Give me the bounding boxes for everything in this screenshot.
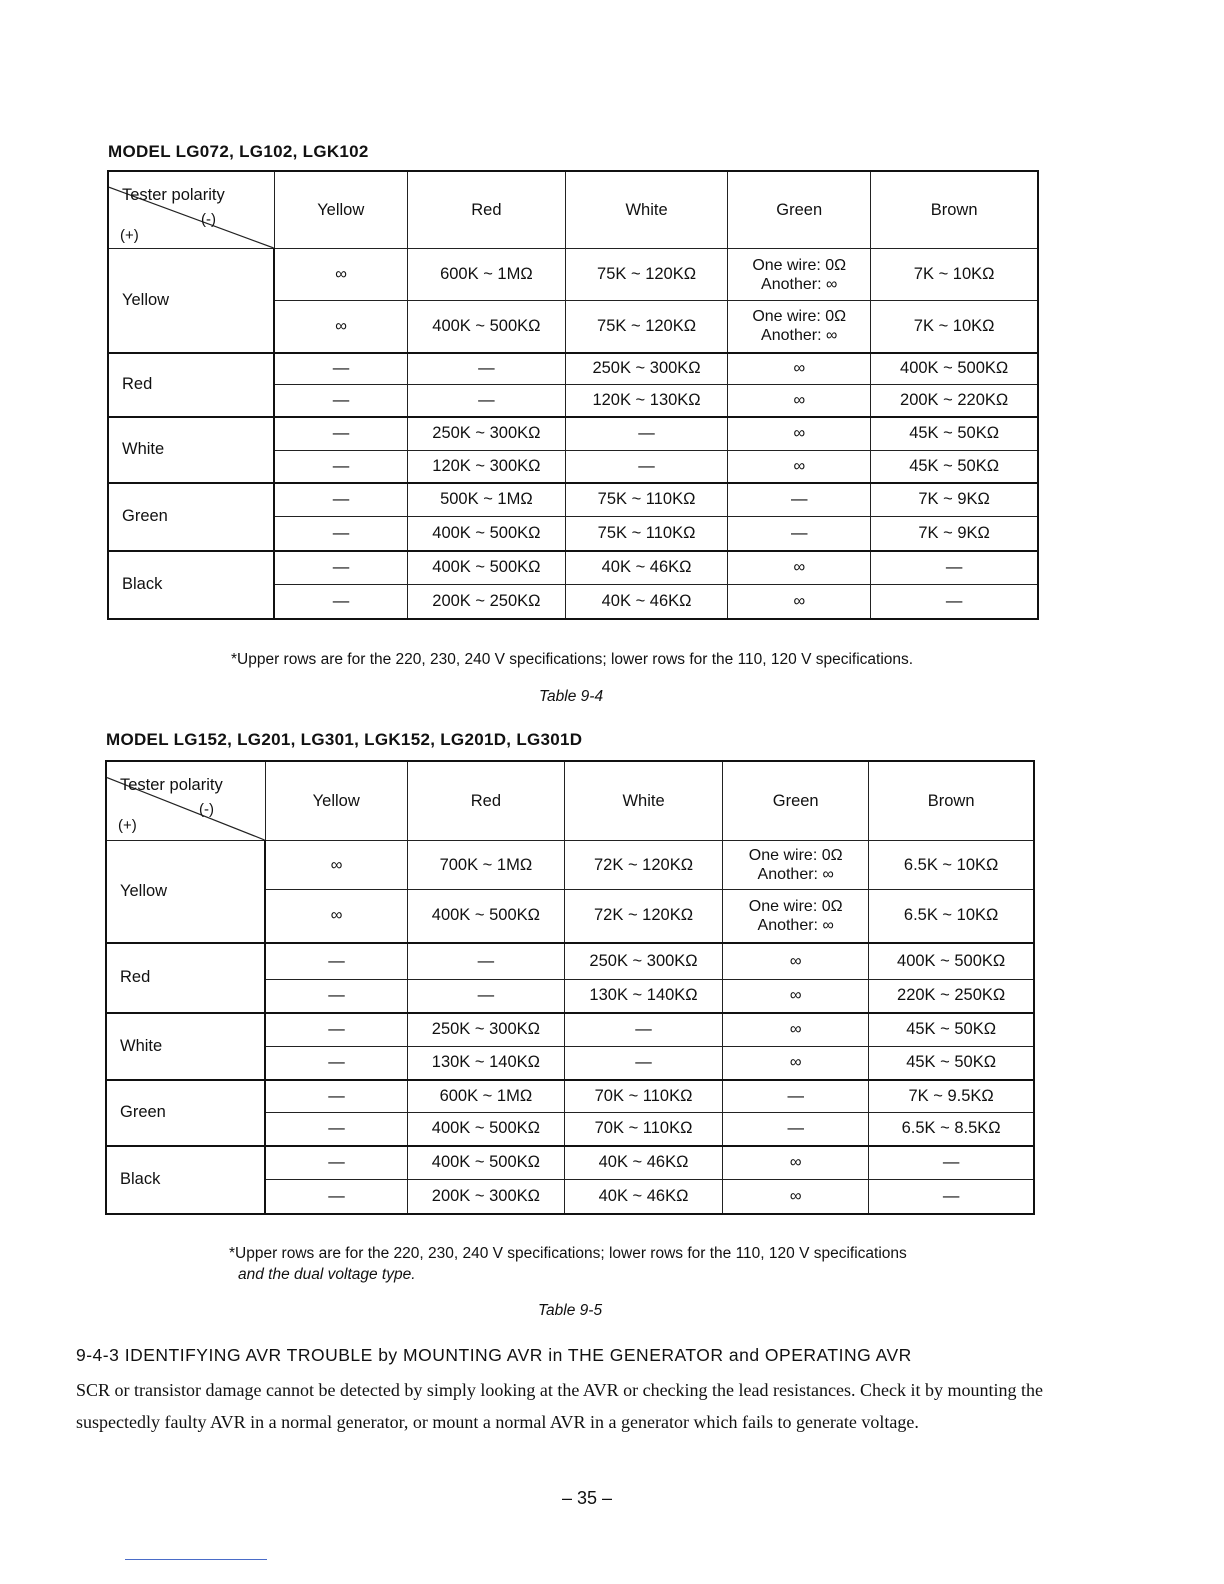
resistance-cell: ∞ [274, 249, 407, 301]
resistance-cell: — [265, 1180, 407, 1214]
resistance-cell: 500K ~ 1MΩ [407, 483, 565, 517]
table-row [108, 249, 1038, 301]
page-number: – 35 – [562, 1488, 613, 1508]
polarity-title: Tester polarity [122, 186, 225, 204]
resistance-cell: 400K ~ 500KΩ [407, 301, 565, 353]
another-value: Another: ∞ [757, 916, 834, 934]
resistance-cell: 400K ~ 500KΩ [407, 1113, 564, 1146]
one-wire-value: One wire: 0Ω [752, 256, 847, 274]
resistance-cell: — [871, 551, 1038, 585]
row-header: Green [106, 1080, 265, 1146]
resistance-cell: 40K ~ 46KΩ [564, 1180, 722, 1214]
table-row [106, 1080, 1034, 1113]
row-header: Green [108, 483, 274, 551]
resistance-cell: ∞ [728, 417, 871, 451]
resistance-cell: 75K ~ 120KΩ [565, 249, 727, 301]
table-caption-2: Table 9-5 [538, 1302, 603, 1319]
table-row [106, 1013, 1034, 1047]
row-header: White [106, 1013, 265, 1080]
resistance-cell: 400K ~ 500KΩ [407, 1146, 564, 1180]
resistance-cell: 200K ~ 250KΩ [407, 585, 565, 619]
table-row [106, 943, 1034, 980]
column-header: Red [407, 761, 564, 841]
resistance-cell: — [564, 1047, 722, 1080]
resistance-cell: — [274, 483, 407, 517]
column-header: Green [728, 171, 871, 249]
resistance-cell: — [265, 1146, 407, 1180]
one-wire-value: One wire: 0Ω [748, 897, 843, 915]
resistance-cell: — [565, 417, 727, 451]
resistance-cell: 200K ~ 220KΩ [871, 385, 1038, 417]
resistance-cell: 6.5K ~ 8.5KΩ [869, 1113, 1034, 1146]
footnote-line: *Upper rows are for the 220, 230, 240 V specifications; lower rows for the 110, 120 V specifications. [231, 651, 914, 668]
resistance-cell: 72K ~ 120KΩ [564, 890, 722, 943]
resistance-cell: 250K ~ 300KΩ [407, 417, 565, 451]
resistance-cell: — [728, 517, 871, 551]
resistance-cell: ∞ [265, 890, 407, 943]
resistance-cell: — [274, 551, 407, 585]
section-heading: 9-4-3 IDENTIFYING AVR TROUBLE by MOUNTING AVR in THE GENERATOR and OPERATING AVR [76, 1345, 912, 1365]
resistance-cell: 400K ~ 500KΩ [407, 551, 565, 585]
column-header: White [564, 761, 722, 841]
resistance-cell: ∞ [728, 585, 871, 619]
resistance-cell: 75K ~ 110KΩ [565, 517, 727, 551]
resistance-cell: — [274, 417, 407, 451]
resistance-cell: 250K ~ 300KΩ [407, 1013, 564, 1047]
resistance-cell: 75K ~ 120KΩ [565, 301, 727, 353]
table-row [108, 551, 1038, 585]
resistance-cell: 7K ~ 9KΩ [871, 517, 1038, 551]
resistance-cell: 45K ~ 50KΩ [871, 451, 1038, 483]
resistance-cell: 6.5K ~ 10KΩ [869, 890, 1034, 943]
resistance-cell: — [265, 1080, 407, 1113]
resistance-cell: — [274, 353, 407, 385]
resistance-cell: ∞ [723, 1047, 869, 1080]
column-header: Brown [871, 171, 1038, 249]
column-header: Yellow [274, 171, 407, 249]
resistance-cell: — [564, 1013, 722, 1047]
table-caption-1: Table 9-4 [539, 688, 604, 705]
resistance-cell: — [274, 517, 407, 551]
resistance-table-9-4 [107, 170, 1039, 620]
resistance-cell: — [565, 451, 727, 483]
resistance-cell: — [274, 385, 407, 417]
tester-polarity-cell [106, 761, 265, 841]
resistance-cell: 120K ~ 130KΩ [565, 385, 727, 417]
resistance-cell: 7K ~ 9KΩ [871, 483, 1038, 517]
resistance-cell: — [728, 483, 871, 517]
resistance-cell: 45K ~ 50KΩ [869, 1047, 1034, 1080]
resistance-cell: 200K ~ 300KΩ [407, 1180, 564, 1214]
polarity-minus: (-) [201, 211, 216, 228]
column-header: White [565, 171, 727, 249]
resistance-cell: 130K ~ 140KΩ [407, 1047, 564, 1080]
resistance-cell: 40K ~ 46KΩ [565, 551, 727, 585]
resistance-cell: 70K ~ 110KΩ [564, 1080, 722, 1113]
table-row [106, 1146, 1034, 1180]
row-header: Red [106, 943, 265, 1013]
resistance-cell [728, 301, 871, 353]
header-row [108, 171, 1038, 249]
resistance-cell: ∞ [728, 385, 871, 417]
resistance-cell: — [265, 1013, 407, 1047]
resistance-cell: — [871, 585, 1038, 619]
row-header: White [108, 417, 274, 483]
resistance-cell: — [274, 585, 407, 619]
resistance-cell: 40K ~ 46KΩ [565, 585, 727, 619]
tester-polarity-cell [108, 171, 274, 249]
row-header: Red [108, 353, 274, 417]
resistance-cell: 70K ~ 110KΩ [564, 1113, 722, 1146]
model-title-1: MODEL LG072, LG102, LGK102 [108, 142, 369, 161]
resistance-cell: — [723, 1080, 869, 1113]
footnote-line: *Upper rows are for the 220, 230, 240 V specifications; lower rows for the 110, 120 V specifications [229, 1245, 907, 1262]
resistance-cell: 250K ~ 300KΩ [565, 353, 727, 385]
resistance-cell: 7K ~ 9.5KΩ [869, 1080, 1034, 1113]
resistance-cell: — [265, 1047, 407, 1080]
resistance-cell: 40K ~ 46KΩ [564, 1146, 722, 1180]
resistance-cell: ∞ [728, 353, 871, 385]
polarity-minus: (-) [199, 801, 214, 818]
resistance-cell: — [265, 943, 407, 980]
resistance-cell [728, 249, 871, 301]
resistance-cell: 400K ~ 500KΩ [407, 517, 565, 551]
resistance-cell: 400K ~ 500KΩ [871, 353, 1038, 385]
resistance-cell: 220K ~ 250KΩ [869, 980, 1034, 1013]
table-footnote-2 [229, 1243, 907, 1285]
resistance-cell: 45K ~ 50KΩ [871, 417, 1038, 451]
column-header: Green [723, 761, 869, 841]
resistance-cell: 7K ~ 10KΩ [871, 301, 1038, 353]
bottom-rule [125, 1559, 267, 1560]
resistance-cell: — [265, 1113, 407, 1146]
resistance-cell: ∞ [723, 943, 869, 980]
resistance-cell: ∞ [728, 451, 871, 483]
resistance-cell: ∞ [265, 841, 407, 890]
resistance-cell: ∞ [723, 980, 869, 1013]
polarity-plus: (+) [120, 227, 139, 244]
resistance-cell: 250K ~ 300KΩ [564, 943, 722, 980]
table-row [108, 353, 1038, 385]
resistance-cell: ∞ [728, 551, 871, 585]
row-header: Black [108, 551, 274, 619]
table-row [106, 841, 1034, 890]
resistance-cell: 130K ~ 140KΩ [564, 980, 722, 1013]
resistance-cell: — [265, 980, 407, 1013]
resistance-cell: 400K ~ 500KΩ [407, 890, 564, 943]
resistance-cell: 600K ~ 1MΩ [407, 1080, 564, 1113]
resistance-cell: 700K ~ 1MΩ [407, 841, 564, 890]
table-footnote-1 [231, 649, 913, 670]
resistance-cell: — [274, 451, 407, 483]
resistance-cell: ∞ [274, 301, 407, 353]
model-title-2: MODEL LG152, LG201, LG301, LGK152, LG201D, LG301D [106, 730, 583, 749]
header-row [106, 761, 1034, 841]
resistance-cell: ∞ [723, 1013, 869, 1047]
another-value: Another: ∞ [761, 327, 838, 345]
resistance-cell: 400K ~ 500KΩ [869, 943, 1034, 980]
column-header: Brown [869, 761, 1034, 841]
row-header: Yellow [106, 841, 265, 943]
one-wire-value: One wire: 0Ω [748, 847, 843, 864]
polarity-title: Tester polarity [120, 776, 223, 794]
resistance-cell: — [407, 980, 564, 1013]
another-value: Another: ∞ [761, 275, 838, 293]
resistance-cell: ∞ [723, 1180, 869, 1214]
resistance-cell [723, 890, 869, 943]
resistance-cell: — [407, 353, 565, 385]
resistance-cell: 45K ~ 50KΩ [869, 1013, 1034, 1047]
polarity-plus: (+) [118, 817, 137, 834]
row-header: Yellow [108, 249, 274, 353]
column-header: Yellow [265, 761, 407, 841]
footnote-line: and the dual voltage type. [238, 1266, 416, 1283]
resistance-cell: 120K ~ 300KΩ [407, 451, 565, 483]
resistance-cell: 75K ~ 110KΩ [565, 483, 727, 517]
another-value: Another: ∞ [757, 866, 834, 883]
resistance-cell: — [869, 1146, 1034, 1180]
resistance-cell [723, 841, 869, 890]
resistance-cell: 600K ~ 1MΩ [407, 249, 565, 301]
resistance-cell: 7K ~ 10KΩ [871, 249, 1038, 301]
resistance-cell: — [407, 385, 565, 417]
resistance-cell: ∞ [723, 1146, 869, 1180]
resistance-cell: — [407, 943, 564, 980]
table-row [108, 483, 1038, 517]
table-row [108, 417, 1038, 451]
section-body: SCR or transistor damage cannot be detected by simply looking at the AVR or checking the lead resistances. Check it by mounting the suspectedly faulty AVR in a normal generator, or mount a normal AVR in a generator which fails to generate voltage. [76, 1380, 1043, 1432]
column-header: Red [407, 171, 565, 249]
resistance-cell: 6.5K ~ 10KΩ [869, 841, 1034, 890]
resistance-table-9-5 [105, 760, 1035, 1215]
one-wire-value: One wire: 0Ω [752, 308, 847, 326]
resistance-cell: — [723, 1113, 869, 1146]
row-header: Black [106, 1146, 265, 1214]
resistance-cell: — [869, 1180, 1034, 1214]
resistance-cell: 72K ~ 120KΩ [564, 841, 722, 890]
